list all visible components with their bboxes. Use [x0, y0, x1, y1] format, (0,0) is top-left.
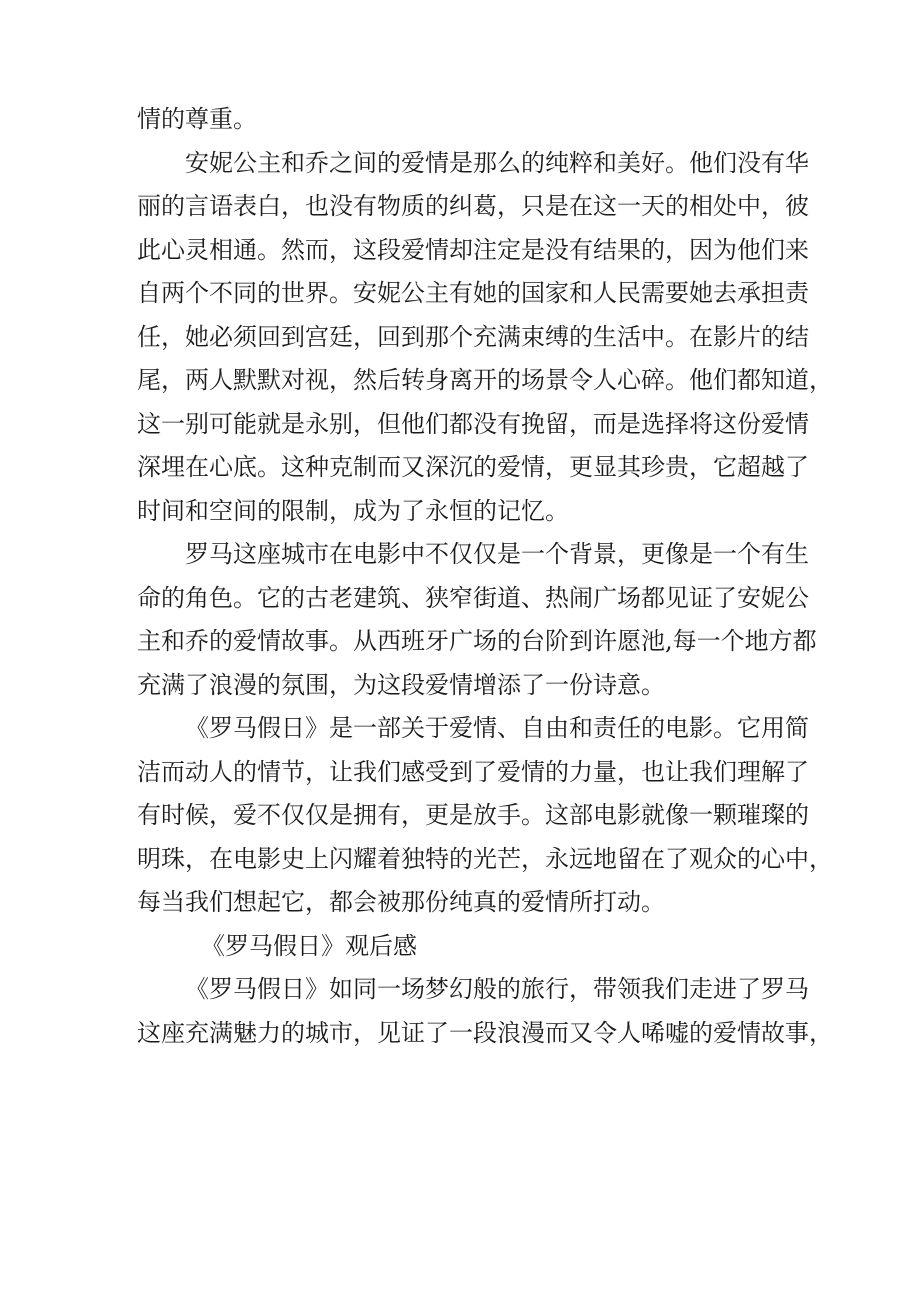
- text-line: 这一别可能就是永别，但他们都没有挽留，而是选择将这份爱情: [137, 409, 809, 438]
- text-line: 罗马这座城市在电影中不仅仅是一个背景，更像是一个有生: [185, 540, 809, 568]
- text-line: 充满了浪漫的氛围，为这段爱情增添了一份诗意。: [137, 670, 665, 699]
- text-line: 任，她必须回到宫廷，回到那个充满束缚的生活中。在影片的结: [137, 322, 809, 351]
- text-line: 深埋在心底。这种克制而又深沉的爱情，更显其珍贵，它超越了: [137, 453, 809, 481]
- document-body: [137, 98, 833, 1055]
- text-line: 尾，两人默默对视，然后转身离开的场景令人心碎。他们都知道，: [137, 366, 833, 394]
- text-line: 此心灵相通。然而，这段爱情却注定是没有结果的，因为他们来: [137, 235, 809, 264]
- text-line: 明珠，在电影史上闪耀着独特的光芒，永远地留在了观众的心中，: [137, 844, 833, 873]
- text-line: 《罗马假日》如同一场梦幻般的旅行，带领我们走进了罗马: [185, 975, 809, 1003]
- text-line: 有时候，爱不仅仅是拥有，更是放手。这部电影就像一颗璀璨的: [137, 801, 809, 829]
- text-line: 情的尊重。: [137, 105, 257, 133]
- text-line: 丽的言语表白，也没有物质的纠葛，只是在这一天的相处中，彼: [137, 192, 809, 220]
- text-line: 命的角色。它的古老建筑、狭窄街道、热闹广场都见证了安妮公: [137, 583, 809, 612]
- text-line: 每当我们想起它，都会被那份纯真的爱情所打动。: [137, 888, 665, 916]
- section-title: 《罗马假日》观后感: [201, 931, 417, 960]
- text-line: 这座充满魅力的城市，见证了一段浪漫而又令人唏嘘的爱情故事，: [137, 1018, 833, 1047]
- text-line: 安妮公主和乔之间的爱情是那么的纯粹和美好。他们没有华: [185, 148, 809, 177]
- text-line: 时间和空间的限制，成为了永恒的记忆。: [137, 496, 569, 525]
- text-line: 主和乔的爱情故事。从西班牙广场的台阶到许愿池,每一个地方都: [137, 627, 817, 655]
- text-line: 《罗马假日》是一部关于爱情、自由和责任的电影。它用简: [185, 714, 809, 742]
- text-line: 自两个不同的世界。安妮公主有她的国家和人民需要她去承担责: [137, 279, 809, 307]
- text-line: 洁而动人的情节，让我们感受到了爱情的力量，也让我们理解了: [137, 757, 809, 786]
